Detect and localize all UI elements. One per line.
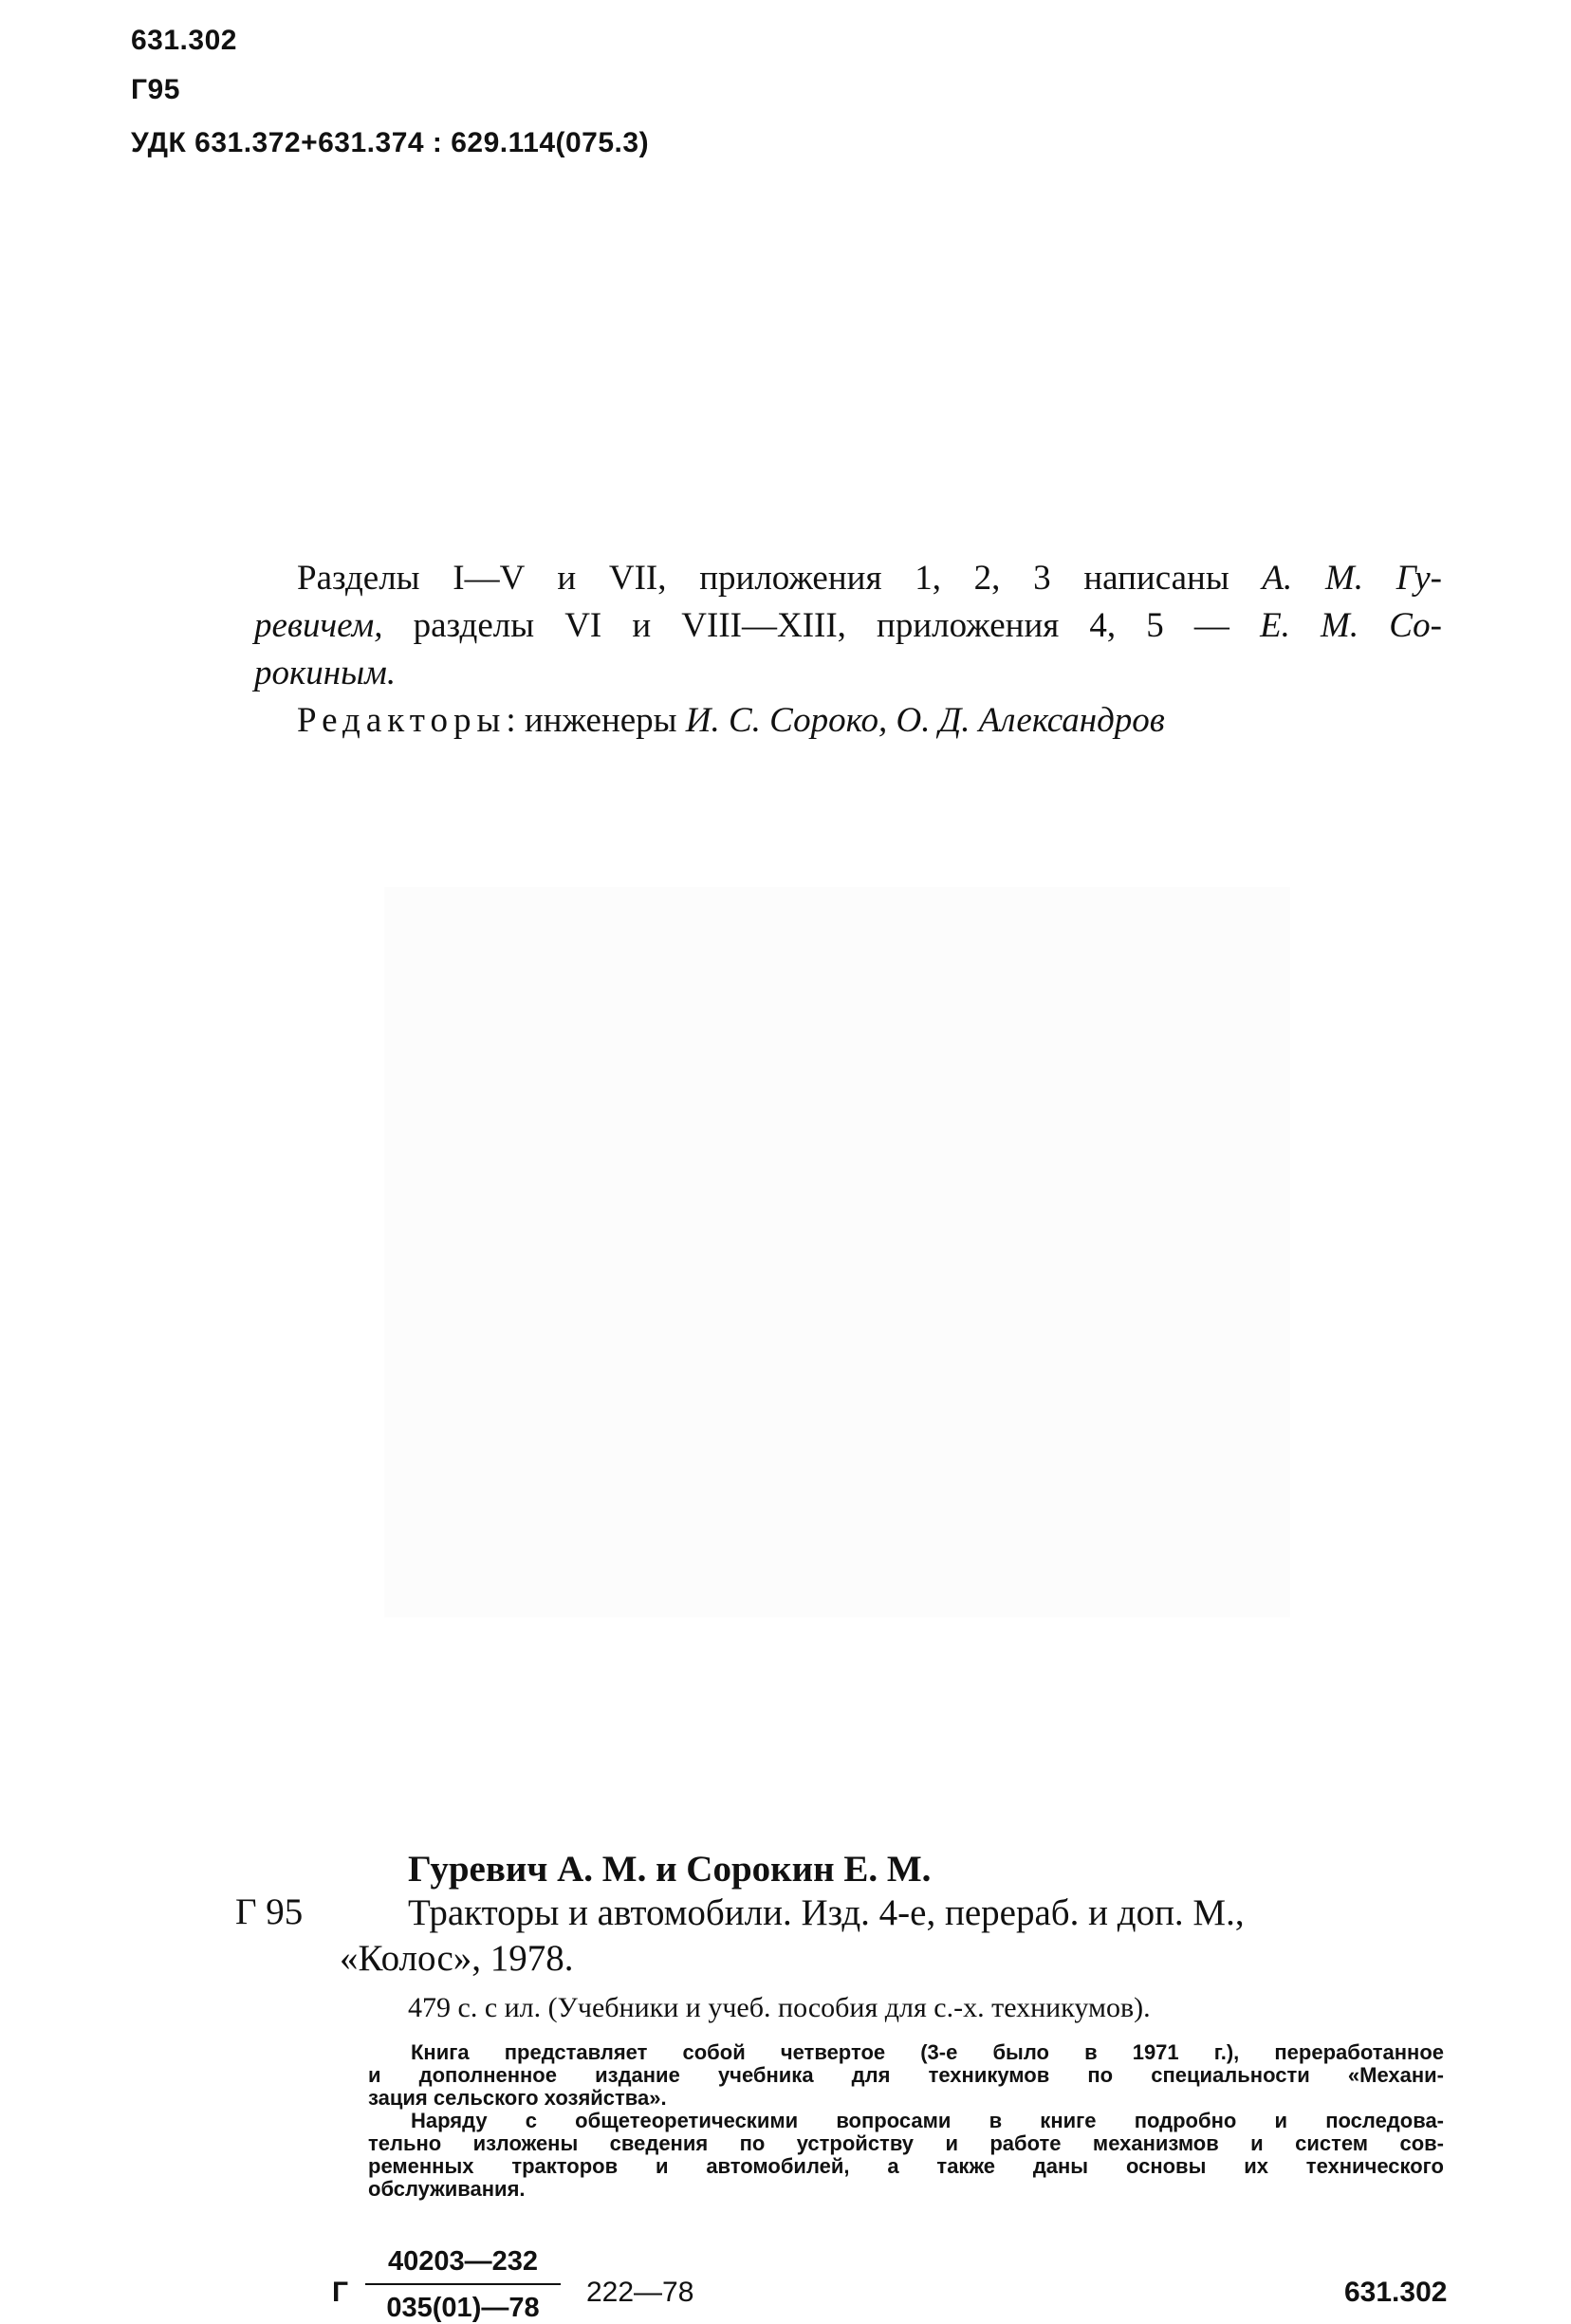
udc-code: УДК 631.372+631.374 : 629.114(075.3): [131, 127, 650, 158]
card-author-heading: Гуревич А. М. и Сорокин Е. М.: [408, 1849, 932, 1890]
authorship-line-3: [254, 650, 1442, 697]
code-numerator: 40203—232: [365, 2246, 561, 2285]
editor-names: И. С. Сороко, О. Д. Александров: [685, 701, 1165, 740]
author-name: А. М. Гу-: [1262, 559, 1442, 598]
authorship-note: [254, 555, 1442, 745]
author-name: рокиным.: [254, 654, 397, 692]
card-title-line-2: «Колос», 1978.: [340, 1938, 574, 1979]
code-right: 631.302: [1344, 2277, 1448, 2308]
editors-line: Редакторы: инженеры И. С. Сороко, О. Д. Александров: [297, 701, 1165, 740]
card-collation: 479 с. с ил. (Учебники и учеб. пособия для с.-х. техникумов).: [408, 1992, 1151, 2023]
card-title-line-1: Тракторы и автомобили. Изд. 4-е, перераб. и доп. М.,: [408, 1892, 1245, 1933]
annotation-line: ременных тракторов и автомобилей, а также даны основы их технического: [368, 2154, 1444, 2178]
authorship-paragraph: [254, 555, 1442, 697]
card-annotation: [368, 2041, 1444, 2201]
code-denominator: 035(01)—78: [386, 2293, 540, 2323]
faint-background-block: [384, 887, 1290, 1617]
author-name: Е. М. Со-: [1260, 606, 1442, 645]
annotation-line: тельно изложены сведения по устройству и работе механизмов и систем сов-: [368, 2131, 1444, 2155]
annotation-line: обслуживания.: [368, 2177, 526, 2201]
editors-label: Редакторы: [297, 701, 507, 740]
code-letter: Г: [332, 2277, 349, 2308]
card-index: Г 95: [235, 1891, 304, 1932]
annotation-line: и дополненное издание учебника для техникумов по специальности «Механи-: [368, 2063, 1444, 2087]
classification-code: 631.302: [131, 25, 237, 56]
annotation-line: зация сельского хозяйства».: [368, 2086, 667, 2110]
authorship-line-1: Разделы I—V и VII, приложения 1, 2, 3 написаны А. М. Гу-: [297, 559, 1442, 598]
author-mark: Г95: [131, 74, 180, 105]
author-name: ревичем,: [254, 606, 383, 645]
annotation-line: Наряду с общетеоретическими вопросами в книге подробно и последова-: [411, 2109, 1444, 2132]
code-tail: 222—78: [586, 2277, 694, 2308]
editors-paragraph: [254, 697, 1442, 745]
code-fraction: [365, 2246, 561, 2324]
annotation-line: Книга представляет собой четвертое (3-е было в 1971 г.), переработанное: [411, 2040, 1444, 2064]
card-title: [340, 1891, 1444, 1982]
authorship-line-2: ревичем, разделы VI и VIII—XIII, приложения 4, 5 — Е. М. Со-: [254, 606, 1442, 645]
